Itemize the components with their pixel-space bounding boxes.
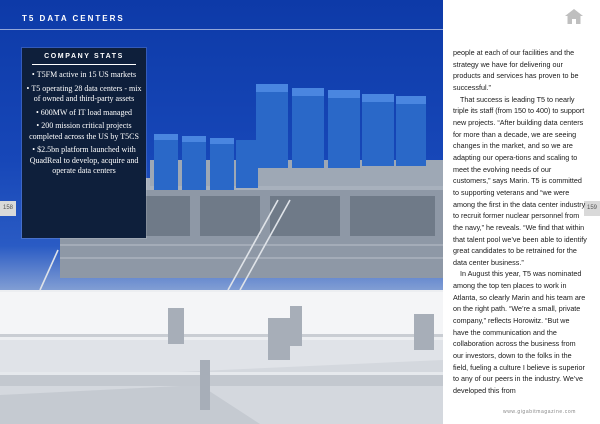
stat-item: • T5 operating 28 data centers - mix of owned and third-party assets (26, 84, 142, 105)
footer-url[interactable]: www.gigabitmagazine.com (503, 409, 576, 415)
article-column (453, 47, 587, 397)
stats-title: COMPANY STATS (32, 53, 136, 65)
page-number-right: 159 (584, 201, 600, 216)
stat-item: • 600MW of IT load managed (26, 108, 142, 119)
article-paragraph: That success is leading T5 to nearly triple its staff (from 150 to 400) to support new projects. “After building data centers for more than a decade, we are seeing changes in the market, and so we are adapting our opera-tions and scaling to meet the evolving needs of our customers,” says Marin. T5 is committed to supporting veterans and “we were among the first in the data center industry to recruit former nuclear personnel from the navy,” he reveals. “We find that within that talent pool we’ve been able to identify great candidates to be retrained for the data center business.” (453, 94, 587, 267)
header-bar (0, 0, 600, 30)
article-paragraph: people at each of our facilities and the strategy we have for delivering our products and services has proven to be successful.” (453, 48, 579, 92)
article-paragraph: In August this year, T5 was nominated among the top ten places to work in Atlanta, so clearly Marin and his team are on the right path. “We’re a small, private company,” reflects Horowitz. “But we have the communication and the collaboration across the business from our investors, down to the folks in the field, fueling a culture I believe is superior to any of our peers in the industry. We’ve developed this from (453, 269, 586, 396)
home-icon[interactable] (565, 9, 583, 24)
section-title: T5 DATA CENTERS (22, 14, 125, 23)
stat-item: • T5FM active in 15 US markets (26, 70, 142, 81)
stat-item: • 200 mission critical projects completed across the US by T5CS (26, 121, 142, 142)
stat-item: • $2.5bn platform launched with QuadReal to develop, acquire and operate data centers (26, 145, 142, 177)
page-number-left: 158 (0, 201, 16, 216)
stats-list (26, 70, 142, 177)
company-stats-box (22, 48, 146, 238)
